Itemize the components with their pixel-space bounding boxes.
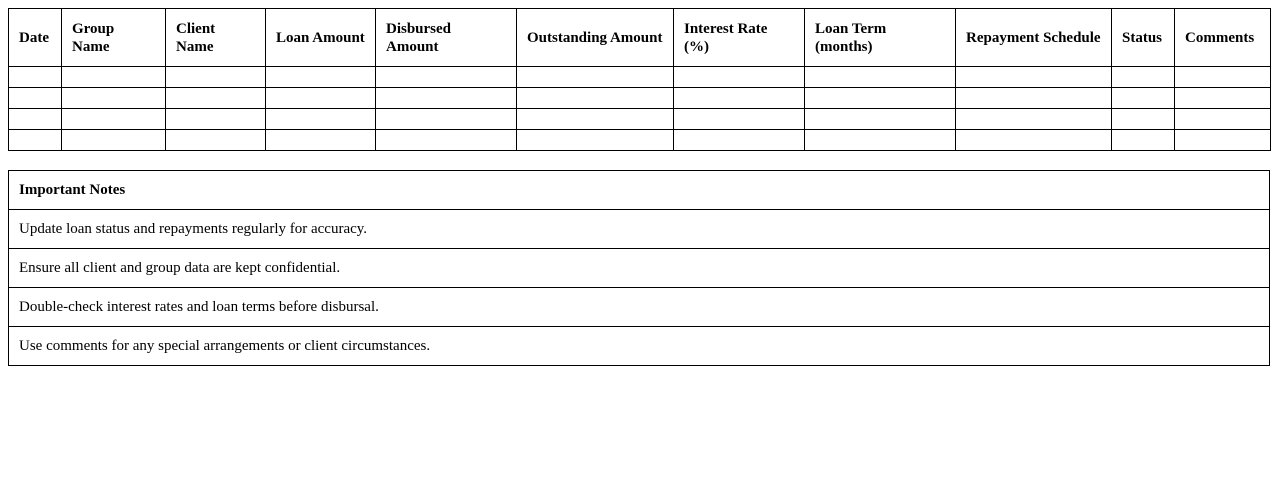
- note-row: [9, 327, 1270, 366]
- table-cell[interactable]: [674, 130, 805, 151]
- table-cell[interactable]: [1175, 67, 1271, 88]
- table-cell[interactable]: [956, 88, 1112, 109]
- header-outstanding-amount: Outstanding Amount: [517, 9, 674, 67]
- table-cell[interactable]: [517, 130, 674, 151]
- table-row: [9, 130, 1271, 151]
- header-disbursed-amount: Disbursed Amount: [376, 9, 517, 67]
- table-cell[interactable]: [805, 130, 956, 151]
- table-cell[interactable]: [376, 109, 517, 130]
- table-cell[interactable]: [166, 109, 266, 130]
- table-cell[interactable]: [166, 88, 266, 109]
- header-client-name: Client Name: [166, 9, 266, 67]
- table-cell[interactable]: [266, 88, 376, 109]
- table-cell[interactable]: [62, 130, 166, 151]
- table-cell[interactable]: [517, 88, 674, 109]
- table-cell[interactable]: [166, 130, 266, 151]
- table-cell[interactable]: [376, 88, 517, 109]
- table-cell[interactable]: [517, 67, 674, 88]
- note-item: Use comments for any special arrangements or client circumstances.: [9, 327, 1270, 366]
- important-notes-table: [8, 170, 1270, 366]
- loan-tracking-table: [8, 8, 1271, 151]
- table-cell[interactable]: [266, 67, 376, 88]
- table-row: [9, 88, 1271, 109]
- header-loan-term: Loan Term (months): [805, 9, 956, 67]
- table-cell[interactable]: [1175, 130, 1271, 151]
- table-cell[interactable]: [1112, 67, 1175, 88]
- table-row: [9, 67, 1271, 88]
- header-repayment-schedule: Repayment Schedule: [956, 9, 1112, 67]
- note-item: Update loan status and repayments regularly for accuracy.: [9, 210, 1270, 249]
- table-cell[interactable]: [956, 67, 1112, 88]
- notes-header-row: [9, 171, 1270, 210]
- note-item: Ensure all client and group data are kept confidential.: [9, 249, 1270, 288]
- table-cell[interactable]: [805, 88, 956, 109]
- note-item: Double-check interest rates and loan terms before disbursal.: [9, 288, 1270, 327]
- table-cell[interactable]: [1175, 109, 1271, 130]
- table-cell[interactable]: [62, 88, 166, 109]
- note-row: [9, 249, 1270, 288]
- table-cell[interactable]: [517, 109, 674, 130]
- header-status: Status: [1112, 9, 1175, 67]
- table-cell[interactable]: [166, 67, 266, 88]
- table-header-row: [9, 9, 1271, 67]
- table-cell[interactable]: [674, 109, 805, 130]
- table-cell[interactable]: [9, 88, 62, 109]
- header-loan-amount: Loan Amount: [266, 9, 376, 67]
- table-cell[interactable]: [266, 109, 376, 130]
- header-group-name: Group Name: [62, 9, 166, 67]
- table-cell[interactable]: [1112, 109, 1175, 130]
- table-cell[interactable]: [266, 130, 376, 151]
- table-cell[interactable]: [376, 67, 517, 88]
- table-cell[interactable]: [674, 67, 805, 88]
- note-row: [9, 210, 1270, 249]
- table-cell[interactable]: [1175, 88, 1271, 109]
- note-row: [9, 288, 1270, 327]
- header-date: Date: [9, 9, 62, 67]
- table-row: [9, 109, 1271, 130]
- table-cell[interactable]: [956, 130, 1112, 151]
- table-cell[interactable]: [1112, 88, 1175, 109]
- table-cell[interactable]: [956, 109, 1112, 130]
- header-interest-rate: Interest Rate (%): [674, 9, 805, 67]
- table-cell[interactable]: [376, 130, 517, 151]
- table-cell[interactable]: [9, 67, 62, 88]
- table-cell[interactable]: [674, 88, 805, 109]
- table-cell[interactable]: [805, 67, 956, 88]
- table-cell[interactable]: [805, 109, 956, 130]
- table-cell[interactable]: [62, 67, 166, 88]
- table-cell[interactable]: [62, 109, 166, 130]
- notes-title: Important Notes: [9, 171, 1270, 210]
- table-cell[interactable]: [1112, 130, 1175, 151]
- table-cell[interactable]: [9, 109, 62, 130]
- header-comments: Comments: [1175, 9, 1271, 67]
- table-cell[interactable]: [9, 130, 62, 151]
